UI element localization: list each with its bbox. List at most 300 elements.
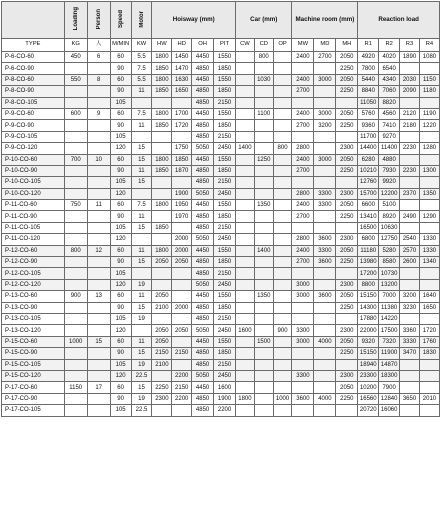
person-cell: 12 (87, 245, 110, 256)
r3-cell: 2120 (400, 108, 420, 119)
subheader-cd: CD (254, 39, 273, 52)
r3-cell (400, 268, 420, 279)
pit-cell: 2150 (214, 313, 236, 324)
oh-cell: 4450 (192, 108, 214, 119)
r4-cell (419, 268, 439, 279)
r1-cell: 8840 (358, 86, 379, 97)
kw-cell (131, 325, 152, 336)
r2-cell: 10630 (379, 222, 400, 233)
oh-cell: 4450 (192, 336, 214, 347)
r4-cell: 1760 (419, 336, 439, 347)
type-cell: P-12-CO-90 (2, 257, 65, 268)
mw-cell: 2800 (292, 188, 314, 199)
r2-cell: 10730 (379, 268, 400, 279)
r3-cell (400, 177, 420, 188)
md-cell: 4000 (314, 393, 336, 404)
kg-cell (64, 165, 87, 176)
elevator-spec-table (1, 1, 440, 417)
r1-cell: 11700 (358, 131, 379, 142)
table-row (2, 200, 440, 211)
kw-cell: 11 (131, 120, 152, 131)
speed-cell: 105 (110, 131, 131, 142)
r3-cell (400, 97, 420, 108)
r2-cell: 9920 (379, 177, 400, 188)
md-cell (314, 359, 336, 370)
kg-cell (64, 63, 87, 74)
machine-room-header: Machine room (mm) (292, 2, 358, 39)
pit-cell: 2450 (214, 143, 236, 154)
speed-cell: 105 (110, 222, 131, 233)
cd-cell (254, 86, 273, 97)
type-cell: P-15-CO-90 (2, 348, 65, 359)
mh-cell: 2250 (336, 165, 358, 176)
r4-cell: 1330 (419, 245, 439, 256)
type-cell: P-9-CO-120 (2, 143, 65, 154)
mw-cell: 3000 (292, 291, 314, 302)
subheader-cw: CW (236, 39, 255, 52)
r4-cell: 1080 (419, 52, 439, 63)
hd-cell (172, 177, 192, 188)
hw-cell: 1800 (152, 74, 172, 85)
md-cell (314, 86, 336, 97)
kg-cell: 900 (64, 291, 87, 302)
person-cell (87, 131, 110, 142)
kg-cell: 450 (64, 52, 87, 63)
kg-cell (64, 86, 87, 97)
r2-cell: 17500 (379, 325, 400, 336)
cw-cell (236, 234, 255, 245)
cw-cell (236, 348, 255, 359)
op-cell (273, 177, 292, 188)
kw-cell: 19 (131, 393, 152, 404)
md-cell: 3000 (314, 108, 336, 119)
cd-cell (254, 348, 273, 359)
person-cell (87, 188, 110, 199)
r4-cell (419, 370, 439, 381)
r3-cell (400, 200, 420, 211)
hd-cell: 2000 (172, 245, 192, 256)
cd-cell (254, 257, 273, 268)
pit-cell: 1900 (214, 393, 236, 404)
kw-cell (131, 97, 152, 108)
mw-cell: 2400 (292, 108, 314, 119)
type-cell: P-11-CO-120 (2, 234, 65, 245)
r4-cell (419, 313, 439, 324)
cd-cell (254, 268, 273, 279)
r2-cell: 14870 (379, 359, 400, 370)
kg-cell: 800 (64, 245, 87, 256)
person-cell: 8 (87, 74, 110, 85)
type-cell: P-13-CO-90 (2, 302, 65, 313)
md-cell (314, 131, 336, 142)
speed-cell: 60 (110, 336, 131, 347)
pit-cell: 1550 (214, 108, 236, 119)
subheader-mw: MW (292, 39, 314, 52)
speed-cell: 90 (110, 86, 131, 97)
r2-cell: 5280 (379, 245, 400, 256)
op-cell (273, 382, 292, 393)
kg-cell (64, 188, 87, 199)
mw-cell: 2700 (292, 120, 314, 131)
oh-cell: 4850 (192, 405, 214, 416)
kg-cell: 700 (64, 154, 87, 165)
cd-cell (254, 222, 273, 233)
r2-cell: 4880 (379, 154, 400, 165)
speed-cell: 105 (110, 359, 131, 370)
cd-cell (254, 211, 273, 222)
r1-cell: 23300 (358, 370, 379, 381)
mw-cell: 3000 (292, 279, 314, 290)
r2-cell: 6540 (379, 63, 400, 74)
r3-cell (400, 279, 420, 290)
type-cell: P-15-CO-60 (2, 336, 65, 347)
cw-cell: 1600 (236, 325, 255, 336)
cw-cell (236, 131, 255, 142)
r4-cell: 1190 (419, 108, 439, 119)
type-cell: P-17-CO-90 (2, 393, 65, 404)
hw-cell: 1800 (152, 245, 172, 256)
cd-cell (254, 188, 273, 199)
cw-cell (236, 313, 255, 324)
hd-cell: 1700 (172, 108, 192, 119)
kw-cell: 15 (131, 302, 152, 313)
kw-cell: 15 (131, 382, 152, 393)
table-row (2, 268, 440, 279)
mh-cell (336, 405, 358, 416)
cd-cell (254, 120, 273, 131)
hd-cell (172, 268, 192, 279)
r2-cell: 13200 (379, 279, 400, 290)
hd-cell: 1870 (172, 165, 192, 176)
r4-cell: 1350 (419, 188, 439, 199)
r4-cell: 1340 (419, 257, 439, 268)
hd-cell: 1900 (172, 188, 192, 199)
op-cell (273, 188, 292, 199)
hw-cell: 2050 (152, 336, 172, 347)
table-row (2, 211, 440, 222)
mh-cell: 2250 (336, 86, 358, 97)
person-cell (87, 268, 110, 279)
kw-cell: 15 (131, 177, 152, 188)
cw-cell (236, 245, 255, 256)
r4-cell (419, 382, 439, 393)
mh-cell: 2050 (336, 154, 358, 165)
subheader-kg: KG (64, 39, 87, 52)
r1-cell: 14400 (358, 143, 379, 154)
car-header: Car (mm) (236, 2, 292, 39)
md-cell (314, 177, 336, 188)
pit-cell: 1850 (214, 257, 236, 268)
oh-cell: 4450 (192, 52, 214, 63)
speed-cell: 60 (110, 52, 131, 63)
subheader-person: 人 (87, 39, 110, 52)
md-cell (314, 97, 336, 108)
hw-cell (152, 234, 172, 245)
hd-cell: 2150 (172, 382, 192, 393)
mh-cell: 2050 (336, 52, 358, 63)
r1-cell: 12760 (358, 177, 379, 188)
hd-cell: 2200 (172, 370, 192, 381)
md-cell: 2700 (314, 52, 336, 63)
hd-cell: 2200 (172, 393, 192, 404)
subheader-kw: KW (131, 39, 152, 52)
kg-cell (64, 393, 87, 404)
md-cell: 3600 (314, 291, 336, 302)
subheader-r4: R4 (419, 39, 439, 52)
mw-cell: 2400 (292, 154, 314, 165)
speed-cell: 90 (110, 302, 131, 313)
kg-cell: 1150 (64, 382, 87, 393)
header-row (2, 2, 440, 39)
oh-cell: 4850 (192, 359, 214, 370)
hw-cell: 2100 (152, 359, 172, 370)
hd-cell: 2000 (172, 302, 192, 313)
op-cell (273, 131, 292, 142)
r1-cell: 10210 (358, 165, 379, 176)
mh-cell: 2300 (336, 143, 358, 154)
md-cell: 4000 (314, 336, 336, 347)
pit-cell: 1550 (214, 52, 236, 63)
hd-cell: 2150 (172, 348, 192, 359)
cw-cell (236, 108, 255, 119)
hw-cell: 2300 (152, 393, 172, 404)
table-row (2, 336, 440, 347)
r3-cell: 2600 (400, 257, 420, 268)
hw-cell: 2050 (152, 291, 172, 302)
hd-cell (172, 313, 192, 324)
op-cell (273, 120, 292, 131)
cw-cell (236, 86, 255, 97)
cw-cell (236, 120, 255, 131)
op-cell (273, 348, 292, 359)
cd-cell: 1350 (254, 200, 273, 211)
kw-cell: 19 (131, 279, 152, 290)
table-row (2, 52, 440, 63)
r4-cell (419, 177, 439, 188)
r1-cell: 11180 (358, 245, 379, 256)
type-cell: P-13-CO-120 (2, 325, 65, 336)
mw-cell: 2700 (292, 86, 314, 97)
md-cell: 3300 (314, 188, 336, 199)
cw-cell (236, 405, 255, 416)
table-row (2, 393, 440, 404)
md-cell (314, 325, 336, 336)
md-cell (314, 222, 336, 233)
hw-cell: 1800 (152, 154, 172, 165)
kg-cell (64, 131, 87, 142)
cd-cell: 1100 (254, 108, 273, 119)
op-cell (273, 245, 292, 256)
speed-cell: 90 (110, 257, 131, 268)
r4-cell: 1290 (419, 211, 439, 222)
subheader-row (2, 39, 440, 52)
md-cell: 3200 (314, 120, 336, 131)
hw-cell (152, 188, 172, 199)
mh-cell: 2250 (336, 393, 358, 404)
r2-cell: 11900 (379, 348, 400, 359)
kw-cell: 11 (131, 245, 152, 256)
kw-cell: 7.5 (131, 200, 152, 211)
hw-cell: 1800 (152, 52, 172, 63)
mh-cell (336, 177, 358, 188)
cw-cell (236, 165, 255, 176)
op-cell (273, 268, 292, 279)
oh-cell: 4850 (192, 211, 214, 222)
hd-cell: 1750 (172, 143, 192, 154)
cw-cell (236, 382, 255, 393)
speed-cell: 60 (110, 200, 131, 211)
pit-cell: 2150 (214, 97, 236, 108)
mw-cell: 2700 (292, 257, 314, 268)
table-row (2, 234, 440, 245)
cd-cell (254, 234, 273, 245)
speed-cell: 90 (110, 211, 131, 222)
subheader-mh: MH (336, 39, 358, 52)
kw-cell: 15 (131, 154, 152, 165)
speed-cell: 90 (110, 120, 131, 131)
mw-cell (292, 131, 314, 142)
op-cell (273, 257, 292, 268)
table-row (2, 108, 440, 119)
r3-cell: 3330 (400, 336, 420, 347)
hd-cell: 1470 (172, 63, 192, 74)
op-cell (273, 52, 292, 63)
subheader-r1: R1 (358, 39, 379, 52)
mw-cell (292, 382, 314, 393)
r1-cell: 5440 (358, 74, 379, 85)
table-body (2, 52, 440, 417)
cw-cell (236, 302, 255, 313)
hw-cell: 2050 (152, 257, 172, 268)
hd-cell: 2050 (172, 325, 192, 336)
mh-cell (336, 313, 358, 324)
cw-cell (236, 291, 255, 302)
pit-cell: 1600 (214, 382, 236, 393)
pit-cell: 1850 (214, 211, 236, 222)
kw-cell: 5.5 (131, 74, 152, 85)
speed-cell: 120 (110, 279, 131, 290)
kw-cell: 19 (131, 313, 152, 324)
hd-cell: 1650 (172, 86, 192, 97)
speed-cell: 90 (110, 348, 131, 359)
pit-cell: 1850 (214, 63, 236, 74)
hw-cell (152, 405, 172, 416)
person-cell (87, 325, 110, 336)
oh-cell: 5050 (192, 188, 214, 199)
subheader-md: MD (314, 39, 336, 52)
person-cell (87, 177, 110, 188)
table-row (2, 313, 440, 324)
r1-cell: 10200 (358, 382, 379, 393)
op-cell (273, 302, 292, 313)
type-cell: P-6-CO-90 (2, 63, 65, 74)
kw-cell (131, 234, 152, 245)
type-cell: P-11-CO-105 (2, 222, 65, 233)
mw-cell: 2800 (292, 234, 314, 245)
mw-cell: 3600 (292, 393, 314, 404)
cd-cell (254, 359, 273, 370)
r4-cell (419, 222, 439, 233)
op-cell (273, 74, 292, 85)
md-cell (314, 279, 336, 290)
op-cell (273, 63, 292, 74)
r4-cell: 1180 (419, 86, 439, 97)
r2-cell: 7900 (379, 382, 400, 393)
r4-cell: 1330 (419, 234, 439, 245)
kw-cell: 11 (131, 291, 152, 302)
oh-cell: 4850 (192, 268, 214, 279)
mw-cell: 2700 (292, 211, 314, 222)
kw-cell: 11 (131, 336, 152, 347)
hw-cell: 2150 (152, 348, 172, 359)
type-cell: P-17-CO-60 (2, 382, 65, 393)
r3-cell: 3470 (400, 348, 420, 359)
r3-cell: 2230 (400, 143, 420, 154)
r2-cell: 18300 (379, 370, 400, 381)
person-cell (87, 234, 110, 245)
mh-cell: 2250 (336, 120, 358, 131)
r2-cell: 8580 (379, 257, 400, 268)
mh-cell: 2300 (336, 279, 358, 290)
r1-cell: 13980 (358, 257, 379, 268)
mw-cell (292, 177, 314, 188)
type-cell: P-10-CO-105 (2, 177, 65, 188)
mh-cell: 2250 (336, 211, 358, 222)
table-row (2, 257, 440, 268)
cw-cell (236, 268, 255, 279)
speed-cell: 60 (110, 291, 131, 302)
person-cell (87, 348, 110, 359)
mh-cell: 2050 (336, 245, 358, 256)
hd-cell: 1970 (172, 211, 192, 222)
mw-cell: 2800 (292, 143, 314, 154)
type-cell: P-9-CO-60 (2, 108, 65, 119)
r1-cell: 7800 (358, 63, 379, 74)
r4-cell: 1830 (419, 348, 439, 359)
r2-cell: 4020 (379, 52, 400, 63)
hw-cell (152, 370, 172, 381)
r1-cell: 6600 (358, 200, 379, 211)
md-cell: 3600 (314, 257, 336, 268)
r3-cell: 2230 (400, 165, 420, 176)
r2-cell: 8820 (379, 97, 400, 108)
pit-cell: 1550 (214, 245, 236, 256)
hw-cell: 2050 (152, 325, 172, 336)
md-cell (314, 165, 336, 176)
table-row (2, 245, 440, 256)
person-cell (87, 143, 110, 154)
op-cell (273, 154, 292, 165)
oh-cell: 4450 (192, 200, 214, 211)
r4-cell (419, 279, 439, 290)
kw-cell: 22.5 (131, 370, 152, 381)
r2-cell: 7410 (379, 120, 400, 131)
kw-cell: 11 (131, 211, 152, 222)
cd-cell (254, 143, 273, 154)
pit-cell: 1850 (214, 348, 236, 359)
speed-header: Speed (110, 2, 131, 39)
mw-cell: 3000 (292, 336, 314, 347)
table-row (2, 348, 440, 359)
oh-cell: 4450 (192, 154, 214, 165)
hd-cell: 2050 (172, 257, 192, 268)
cw-cell (236, 97, 255, 108)
table-row (2, 154, 440, 165)
subheader-type: TYPE (2, 39, 65, 52)
mh-cell (336, 97, 358, 108)
r3-cell: 3230 (400, 302, 420, 313)
kg-cell (64, 279, 87, 290)
